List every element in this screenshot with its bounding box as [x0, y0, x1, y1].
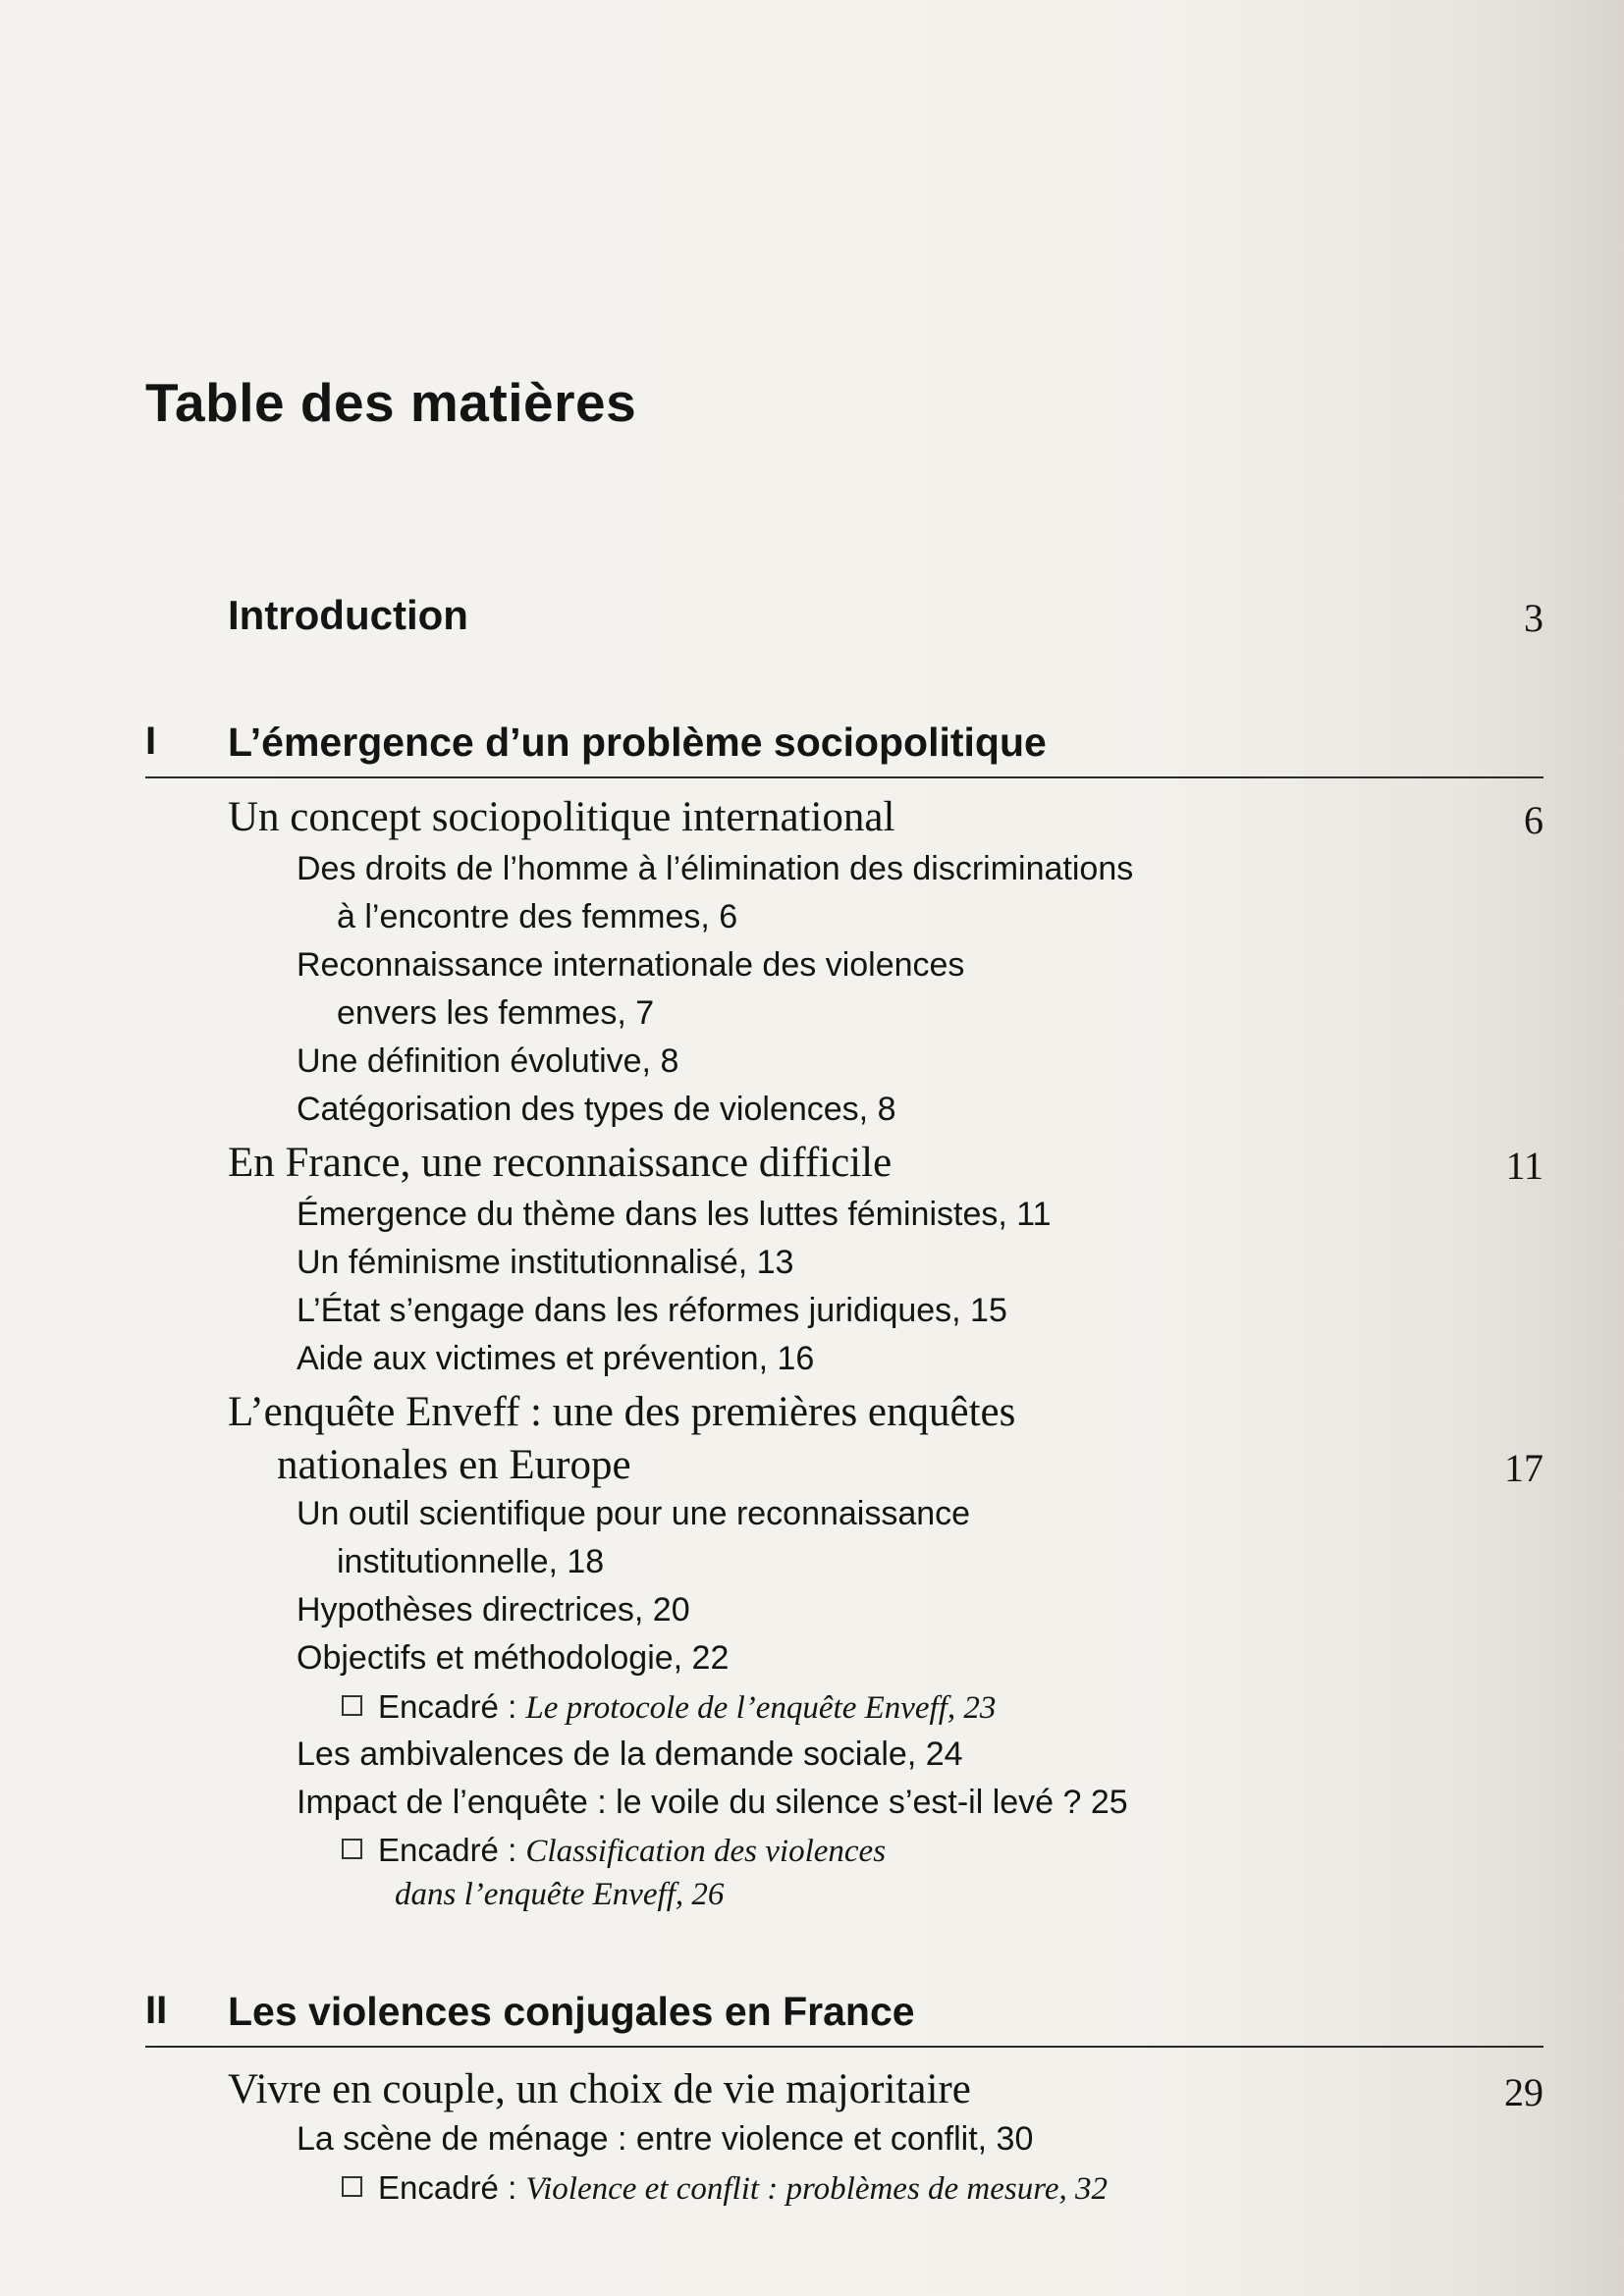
box-title: Violence et conflit : problèmes de mesure, 32	[525, 2171, 1109, 2207]
box-icon	[342, 1839, 362, 1859]
box-label: Encadré :	[378, 1832, 526, 1868]
inset-box-entry	[342, 2169, 1108, 2208]
section-page-number: 29	[1504, 2070, 1543, 2114]
box-label: Encadré :	[378, 2169, 526, 2206]
section-title: L’enquête Enveff : une des premières enquêtes	[228, 1389, 1016, 1435]
box-title: Classification des violences	[525, 1834, 887, 1869]
subsection-entry: L’État s’engage dans les réformes juridiques, 15	[297, 1292, 1007, 1329]
box-icon	[342, 2176, 362, 2197]
part-title: Les violences conjugales en France	[228, 1989, 915, 2034]
subsection-entry: Émergence du thème dans les luttes féministes, 11	[297, 1196, 1052, 1233]
subsection-entry: Un outil scientifique pour une reconnaissance	[297, 1495, 971, 1532]
inset-box-entry	[342, 1832, 886, 1870]
subsection-entry-cont: institutionnelle, 18	[337, 1543, 605, 1580]
subsection-entry: Un féminisme institutionnalisé, 13	[297, 1244, 794, 1281]
subsection-entry: Catégorisation des types de violences, 8	[297, 1091, 896, 1128]
box-icon	[342, 1695, 362, 1716]
part-number: I	[145, 720, 157, 763]
part-number: II	[145, 1989, 168, 2032]
subsection-entry: Les ambivalences de la demande sociale, 24	[297, 1735, 963, 1773]
box-title-cont: dans l’enquête Enveff, 26	[395, 1877, 725, 1912]
box-label: Encadré :	[378, 1688, 526, 1725]
subsection-entry-cont: à l’encontre des femmes, 6	[337, 898, 738, 935]
section-title-cont: nationales en Europe	[277, 1442, 631, 1488]
subsection-entry: Des droits de l’homme à l’élimination des discriminations	[297, 850, 1134, 887]
page-title: Table des matières	[145, 372, 637, 433]
subsection-entry-cont: envers les femmes, 7	[337, 994, 655, 1032]
part-title: L’émergence d’un problème sociopolitique	[228, 720, 1047, 765]
inset-box-entry	[342, 1688, 996, 1727]
section-page-number: 11	[1505, 1144, 1543, 1188]
part-heading-2	[145, 1989, 1543, 2048]
subsection-entry: La scène de ménage : entre violence et conflit, 30	[297, 2120, 1034, 2158]
subsection-entry: Reconnaissance internationale des violences	[297, 946, 965, 984]
intro-page-number: 3	[1524, 596, 1543, 640]
subsection-entry: Hypothèses directrices, 20	[297, 1591, 690, 1629]
subsection-entry: Une définition évolutive, 8	[297, 1042, 679, 1080]
subsection-entry: Objectifs et méthodologie, 22	[297, 1639, 730, 1677]
section-title: Un concept sociopolitique international	[228, 794, 895, 840]
subsection-entry: Aide aux victimes et prévention, 16	[297, 1340, 815, 1377]
section-page-number: 17	[1504, 1446, 1543, 1490]
part-heading-1	[145, 720, 1543, 778]
section-title: En France, une reconnaissance difficile	[228, 1140, 893, 1186]
box-title: Le protocole de l’enquête Enveff, 23	[525, 1690, 997, 1726]
section-title: Vivre en couple, un choix de vie majoritaire	[228, 2066, 971, 2112]
subsection-entry: Impact de l’enquête : le voile du silence s’est-il levé ? 25	[297, 1784, 1128, 1821]
section-page-number: 6	[1524, 798, 1543, 842]
intro-entry: Introduction	[228, 592, 468, 638]
